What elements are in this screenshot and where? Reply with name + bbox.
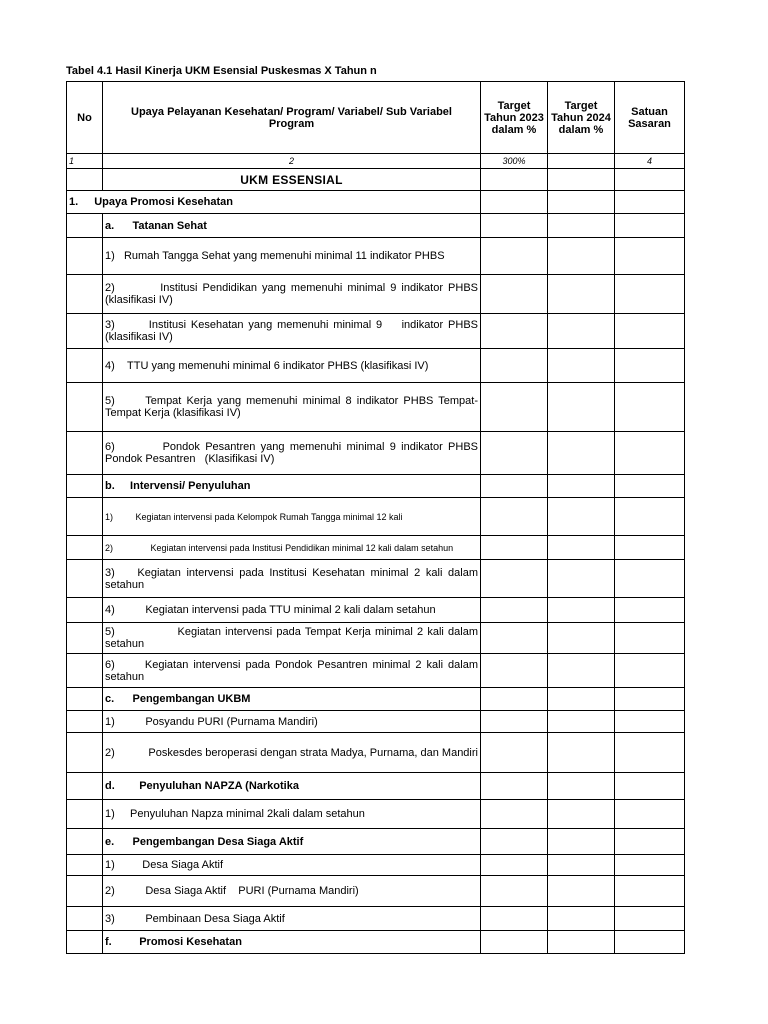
table-row (67, 876, 685, 907)
col-number: 4 (615, 154, 685, 169)
table-row (67, 536, 685, 560)
table-row (67, 623, 685, 654)
header-no: No (67, 82, 103, 154)
subsection-row (67, 829, 685, 855)
item-d1: 1) Penyuluhan Napza minimal 2kali dalam setahun (103, 800, 481, 829)
header-target-2024: Target Tahun 2024 dalam % (548, 82, 615, 154)
section-number: 1. (69, 196, 79, 208)
header-upaya: Upaya Pelayanan Kesehatan/ Program/ Variabel/ Sub Variabel Program (103, 82, 481, 154)
col-number: 1 (67, 154, 103, 169)
table-row (67, 855, 685, 876)
header-satuan: Satuan Sasaran (615, 82, 685, 154)
subsection-f: f. Promosi Kesehatan (103, 931, 481, 954)
section-row (67, 191, 685, 214)
subsection-a: a. Tatanan Sehat (103, 214, 481, 238)
subsection-c: c. Pengembangan UKBM (103, 688, 481, 711)
table-row (67, 314, 685, 349)
item-b1: 1) Kegiatan intervensi pada Kelompok Rumah Tangga minimal 12 kali (103, 498, 481, 536)
section-label: Upaya Promosi Kesehatan (94, 196, 233, 208)
item-b5: 5) Kegiatan intervensi pada Tempat Kerja minimal 2 kali dalam setahun (103, 623, 481, 654)
item-e3: 3) Pembinaan Desa Siaga Aktif (103, 907, 481, 931)
table-row (67, 733, 685, 773)
table-row (67, 238, 685, 275)
numbering-row (67, 154, 685, 169)
subsection-row (67, 688, 685, 711)
item-b3: 3) Kegiatan intervensi pada Institusi Kesehatan minimal 2 kali dalam setahun (103, 560, 481, 598)
item-a6: 6) Pondok Pesantren yang memenuhi minimal 9 indikator PHBS Pondok Pesantren (Klasifikasi IV) (103, 432, 481, 475)
item-a3: 3) Institusi Kesehatan yang memenuhi minimal 9 indikator PHBS (klasifikasi IV) (103, 314, 481, 349)
subsection-row (67, 475, 685, 498)
item-e1: 1) Desa Siaga Aktif (103, 855, 481, 876)
table-row (67, 907, 685, 931)
subsection-d: d. Penyuluhan NAPZA (Narkotika (103, 773, 481, 800)
table-row (67, 383, 685, 432)
item-e2: 2) Desa Siaga Aktif PURI (Purnama Mandiri) (103, 876, 481, 907)
item-b6: 6) Kegiatan intervensi pada Pondok Pesantren minimal 2 kali dalam setahun (103, 654, 481, 688)
table-row (67, 560, 685, 598)
item-c1: 1) Posyandu PURI (Purnama Mandiri) (103, 711, 481, 733)
subsection-row (67, 931, 685, 954)
item-a4: 4) TTU yang memenuhi minimal 6 indikator PHBS (klasifikasi IV) (103, 349, 481, 383)
item-a2: 2) Institusi Pendidikan yang memenuhi minimal 9 indikator PHBS (klasifikasi IV) (103, 275, 481, 314)
table-title: Tabel 4.1 Hasil Kinerja UKM Esensial Puskesmas X Tahun n (66, 65, 377, 77)
col-number (548, 154, 615, 169)
header-row (67, 82, 685, 154)
subsection-row (67, 214, 685, 238)
item-b2: 2) Kegiatan intervensi pada Institusi Pendidikan minimal 12 kali dalam setahun (103, 536, 481, 560)
item-a5: 5) Tempat Kerja yang memenuhi minimal 8 indikator PHBS Tempat-Tempat Kerja (klasifikasi IV) (103, 383, 481, 432)
group-row (67, 169, 685, 191)
item-c2: 2) Poskesdes beroperasi dengan strata Madya, Purnama, dan Mandiri (103, 733, 481, 773)
col-number: 300% (481, 154, 548, 169)
header-target-2023: Target Tahun 2023 dalam % (481, 82, 548, 154)
table-row (67, 711, 685, 733)
subsection-b: b. Intervensi/ Penyuluhan (103, 475, 481, 498)
performance-table (66, 81, 685, 954)
item-b4: 4) Kegiatan intervensi pada TTU minimal 2 kali dalam setahun (103, 598, 481, 623)
section-1 (67, 191, 481, 214)
item-a1: 1) Rumah Tangga Sehat yang memenuhi minimal 11 indikator PHBS (103, 238, 481, 275)
col-number: 2 (103, 154, 481, 169)
table-row (67, 654, 685, 688)
subsection-e: e. Pengembangan Desa Siaga Aktif (103, 829, 481, 855)
table-row (67, 349, 685, 383)
table-row (67, 598, 685, 623)
table-row (67, 275, 685, 314)
group-title: UKM ESSENSIAL (103, 169, 481, 191)
subsection-row (67, 773, 685, 800)
table-row (67, 498, 685, 536)
table-row (67, 800, 685, 829)
table-row (67, 432, 685, 475)
